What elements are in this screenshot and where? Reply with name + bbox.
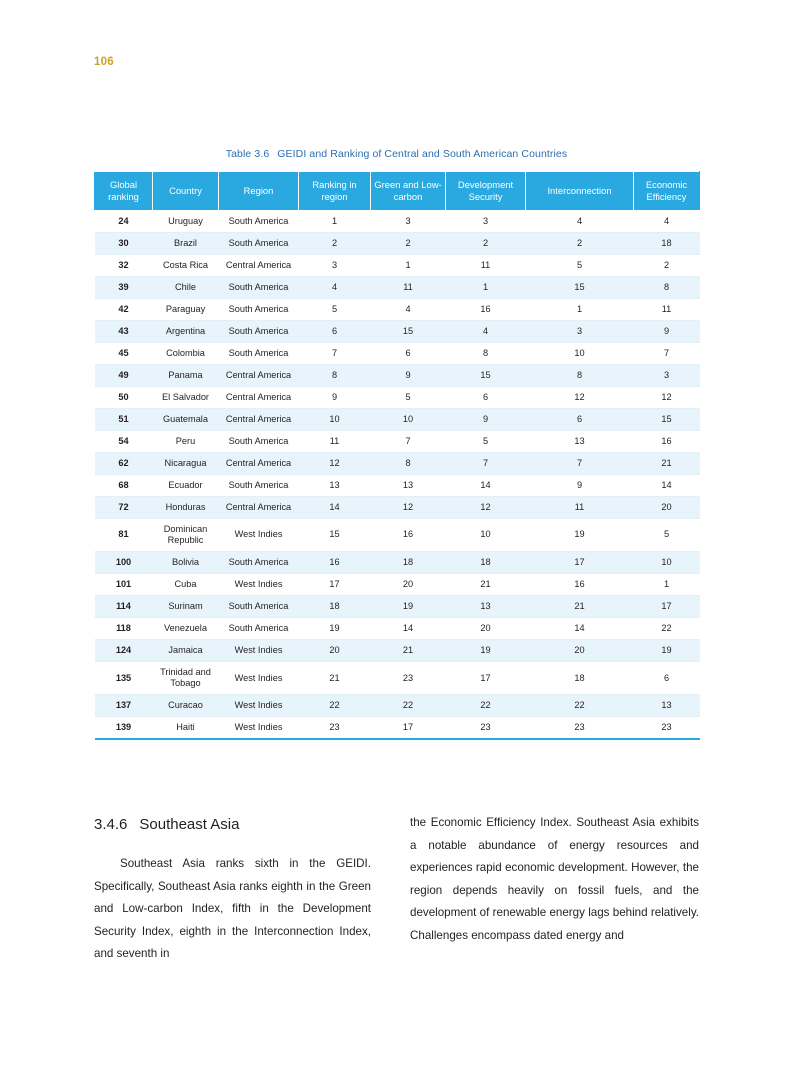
cell-global-ranking: 54	[95, 430, 153, 452]
cell-region: Central America	[219, 408, 299, 430]
table-row	[95, 342, 700, 364]
cell-global-ranking: 139	[95, 717, 153, 740]
cell-interconnection: 17	[526, 552, 634, 574]
cell-global-ranking: 81	[95, 518, 153, 551]
cell-green-low-carbon: 21	[371, 640, 446, 662]
cell-interconnection: 21	[526, 596, 634, 618]
cell-economic-efficiency: 18	[634, 232, 700, 254]
cell-ranking-in-region: 23	[299, 717, 371, 740]
cell-interconnection: 12	[526, 386, 634, 408]
cell-ranking-in-region: 3	[299, 254, 371, 276]
cell-interconnection: 14	[526, 618, 634, 640]
cell-green-low-carbon: 20	[371, 574, 446, 596]
cell-economic-efficiency: 9	[634, 320, 700, 342]
cell-country: Guatemala	[153, 408, 219, 430]
cell-region: Central America	[219, 452, 299, 474]
cell-green-low-carbon: 14	[371, 618, 446, 640]
cell-development-security: 11	[446, 254, 526, 276]
cell-development-security: 9	[446, 408, 526, 430]
cell-development-security: 23	[446, 717, 526, 740]
cell-global-ranking: 32	[95, 254, 153, 276]
cell-global-ranking: 50	[95, 386, 153, 408]
cell-ranking-in-region: 18	[299, 596, 371, 618]
cell-ranking-in-region: 6	[299, 320, 371, 342]
cell-green-low-carbon: 1	[371, 254, 446, 276]
cell-interconnection: 6	[526, 408, 634, 430]
column-header-ranking-in-region: Ranking in region	[299, 172, 371, 211]
table-row	[95, 408, 700, 430]
cell-development-security: 8	[446, 342, 526, 364]
cell-country: Argentina	[153, 320, 219, 342]
cell-development-security: 13	[446, 596, 526, 618]
table-caption-label: Table 3.6	[225, 148, 270, 160]
cell-economic-efficiency: 15	[634, 408, 700, 430]
cell-region: West Indies	[219, 717, 299, 740]
table-row	[95, 552, 700, 574]
cell-economic-efficiency: 2	[634, 254, 700, 276]
cell-region: Central America	[219, 364, 299, 386]
cell-region: South America	[219, 320, 299, 342]
cell-development-security: 6	[446, 386, 526, 408]
body-column-right	[410, 812, 699, 948]
cell-economic-efficiency: 5	[634, 518, 700, 551]
cell-economic-efficiency: 7	[634, 342, 700, 364]
cell-green-low-carbon: 3	[371, 210, 446, 232]
cell-interconnection: 2	[526, 232, 634, 254]
cell-ranking-in-region: 16	[299, 552, 371, 574]
cell-development-security: 21	[446, 574, 526, 596]
cell-region: South America	[219, 474, 299, 496]
cell-economic-efficiency: 12	[634, 386, 700, 408]
cell-green-low-carbon: 12	[371, 496, 446, 518]
cell-green-low-carbon: 6	[371, 342, 446, 364]
cell-interconnection: 8	[526, 364, 634, 386]
cell-development-security: 10	[446, 518, 526, 551]
paragraph-left: Southeast Asia ranks sixth in the GEIDI. Specifically, Southeast Asia ranks eighth in the Green and Low-carbon Index, fifth in the Development Security Index, eighth in the Interconnection Index, and seventh in	[94, 857, 371, 961]
table-row	[95, 662, 700, 695]
cell-region: South America	[219, 342, 299, 364]
cell-ranking-in-region: 10	[299, 408, 371, 430]
cell-region: Central America	[219, 386, 299, 408]
cell-region: South America	[219, 618, 299, 640]
cell-green-low-carbon: 5	[371, 386, 446, 408]
cell-green-low-carbon: 7	[371, 430, 446, 452]
cell-global-ranking: 137	[95, 695, 153, 717]
cell-interconnection: 15	[526, 276, 634, 298]
cell-country: Paraguay	[153, 298, 219, 320]
cell-region: West Indies	[219, 574, 299, 596]
cell-interconnection: 18	[526, 662, 634, 695]
cell-economic-efficiency: 21	[634, 452, 700, 474]
cell-green-low-carbon: 16	[371, 518, 446, 551]
cell-economic-efficiency: 8	[634, 276, 700, 298]
cell-development-security: 2	[446, 232, 526, 254]
table-caption-text: GEIDI and Ranking of Central and South American Countries	[277, 148, 568, 160]
cell-ranking-in-region: 14	[299, 496, 371, 518]
cell-global-ranking: 30	[95, 232, 153, 254]
cell-global-ranking: 62	[95, 452, 153, 474]
cell-region: West Indies	[219, 518, 299, 551]
cell-green-low-carbon: 11	[371, 276, 446, 298]
table-header-row	[95, 172, 700, 211]
section-heading	[94, 816, 239, 833]
column-header-green-low-carbon: Green and Low-carbon	[371, 172, 446, 211]
cell-region: West Indies	[219, 662, 299, 695]
geidi-ranking-table	[94, 171, 700, 740]
cell-global-ranking: 24	[95, 210, 153, 232]
cell-country: Dominican Republic	[153, 518, 219, 551]
cell-global-ranking: 118	[95, 618, 153, 640]
cell-green-low-carbon: 22	[371, 695, 446, 717]
cell-ranking-in-region: 5	[299, 298, 371, 320]
table-row	[95, 386, 700, 408]
cell-economic-efficiency: 16	[634, 430, 700, 452]
cell-green-low-carbon: 2	[371, 232, 446, 254]
cell-development-security: 5	[446, 430, 526, 452]
cell-country: Brazil	[153, 232, 219, 254]
cell-interconnection: 9	[526, 474, 634, 496]
cell-interconnection: 22	[526, 695, 634, 717]
cell-country: Peru	[153, 430, 219, 452]
cell-green-low-carbon: 9	[371, 364, 446, 386]
table-row	[95, 232, 700, 254]
cell-region: West Indies	[219, 640, 299, 662]
column-header-region: Region	[219, 172, 299, 211]
cell-interconnection: 20	[526, 640, 634, 662]
cell-green-low-carbon: 23	[371, 662, 446, 695]
table-row	[95, 717, 700, 740]
cell-region: South America	[219, 232, 299, 254]
cell-economic-efficiency: 23	[634, 717, 700, 740]
table-row	[95, 298, 700, 320]
cell-development-security: 17	[446, 662, 526, 695]
section-number: 3.4.6	[94, 816, 128, 833]
cell-economic-efficiency: 13	[634, 695, 700, 717]
cell-economic-efficiency: 22	[634, 618, 700, 640]
table-row	[95, 320, 700, 342]
column-header-development-security: Development Security	[446, 172, 526, 211]
cell-ranking-in-region: 13	[299, 474, 371, 496]
cell-development-security: 20	[446, 618, 526, 640]
table-row	[95, 574, 700, 596]
cell-country: Bolivia	[153, 552, 219, 574]
column-header-global-ranking: Global ranking	[95, 172, 153, 211]
table-body	[95, 210, 700, 739]
cell-development-security: 7	[446, 452, 526, 474]
cell-development-security: 4	[446, 320, 526, 342]
cell-country: Jamaica	[153, 640, 219, 662]
cell-global-ranking: 135	[95, 662, 153, 695]
cell-green-low-carbon: 18	[371, 552, 446, 574]
table-header	[95, 172, 700, 211]
cell-development-security: 15	[446, 364, 526, 386]
cell-country: Ecuador	[153, 474, 219, 496]
column-header-country: Country	[153, 172, 219, 211]
cell-economic-efficiency: 14	[634, 474, 700, 496]
cell-economic-efficiency: 19	[634, 640, 700, 662]
cell-green-low-carbon: 13	[371, 474, 446, 496]
cell-country: Venezuela	[153, 618, 219, 640]
cell-economic-efficiency: 1	[634, 574, 700, 596]
cell-ranking-in-region: 21	[299, 662, 371, 695]
cell-development-security: 19	[446, 640, 526, 662]
table-row	[95, 210, 700, 232]
cell-green-low-carbon: 17	[371, 717, 446, 740]
cell-development-security: 14	[446, 474, 526, 496]
cell-ranking-in-region: 9	[299, 386, 371, 408]
cell-global-ranking: 114	[95, 596, 153, 618]
cell-interconnection: 16	[526, 574, 634, 596]
cell-global-ranking: 101	[95, 574, 153, 596]
cell-region: South America	[219, 298, 299, 320]
cell-interconnection: 5	[526, 254, 634, 276]
cell-development-security: 3	[446, 210, 526, 232]
cell-country: Surinam	[153, 596, 219, 618]
cell-country: Curacao	[153, 695, 219, 717]
table-row	[95, 640, 700, 662]
cell-green-low-carbon: 4	[371, 298, 446, 320]
cell-interconnection: 4	[526, 210, 634, 232]
cell-economic-efficiency: 6	[634, 662, 700, 695]
table-row	[95, 254, 700, 276]
cell-country: Haiti	[153, 717, 219, 740]
cell-interconnection: 1	[526, 298, 634, 320]
cell-global-ranking: 43	[95, 320, 153, 342]
cell-global-ranking: 100	[95, 552, 153, 574]
cell-green-low-carbon: 8	[371, 452, 446, 474]
cell-country: Panama	[153, 364, 219, 386]
cell-ranking-in-region: 7	[299, 342, 371, 364]
cell-ranking-in-region: 17	[299, 574, 371, 596]
cell-ranking-in-region: 20	[299, 640, 371, 662]
cell-region: South America	[219, 596, 299, 618]
cell-economic-efficiency: 17	[634, 596, 700, 618]
cell-ranking-in-region: 11	[299, 430, 371, 452]
cell-green-low-carbon: 15	[371, 320, 446, 342]
cell-global-ranking: 45	[95, 342, 153, 364]
table-row	[95, 364, 700, 386]
cell-region: West Indies	[219, 695, 299, 717]
cell-ranking-in-region: 19	[299, 618, 371, 640]
cell-economic-efficiency: 20	[634, 496, 700, 518]
cell-economic-efficiency: 11	[634, 298, 700, 320]
cell-country: Trinidad and Tobago	[153, 662, 219, 695]
cell-ranking-in-region: 12	[299, 452, 371, 474]
cell-interconnection: 23	[526, 717, 634, 740]
cell-interconnection: 7	[526, 452, 634, 474]
table-row	[95, 276, 700, 298]
cell-country: Honduras	[153, 496, 219, 518]
cell-country: Cuba	[153, 574, 219, 596]
page-number: 106	[94, 56, 114, 68]
cell-region: South America	[219, 552, 299, 574]
cell-interconnection: 3	[526, 320, 634, 342]
cell-region: South America	[219, 210, 299, 232]
table-caption	[94, 148, 699, 160]
cell-country: El Salvador	[153, 386, 219, 408]
cell-economic-efficiency: 3	[634, 364, 700, 386]
table-row	[95, 452, 700, 474]
cell-development-security: 16	[446, 298, 526, 320]
cell-development-security: 18	[446, 552, 526, 574]
body-column-left	[94, 853, 371, 966]
cell-ranking-in-region: 4	[299, 276, 371, 298]
cell-region: Central America	[219, 496, 299, 518]
cell-development-security: 12	[446, 496, 526, 518]
cell-country: Costa Rica	[153, 254, 219, 276]
cell-interconnection: 11	[526, 496, 634, 518]
cell-global-ranking: 39	[95, 276, 153, 298]
cell-country: Colombia	[153, 342, 219, 364]
cell-interconnection: 10	[526, 342, 634, 364]
cell-ranking-in-region: 2	[299, 232, 371, 254]
cell-global-ranking: 51	[95, 408, 153, 430]
table-row	[95, 695, 700, 717]
paragraph-right: the Economic Efficiency Index. Southeast Asia exhibits a notable abundance of energy resources and experiences rapid economic development. However, the region depends heavily on fossil fuels, and the development of renewable energy lags behind relatively. Challenges encompass dated energy and	[410, 816, 699, 942]
cell-global-ranking: 42	[95, 298, 153, 320]
table-row	[95, 618, 700, 640]
cell-ranking-in-region: 15	[299, 518, 371, 551]
table-row	[95, 474, 700, 496]
column-header-economic-efficiency: Economic Efficiency	[634, 172, 700, 211]
table-row	[95, 496, 700, 518]
cell-region: South America	[219, 276, 299, 298]
cell-green-low-carbon: 19	[371, 596, 446, 618]
cell-economic-efficiency: 10	[634, 552, 700, 574]
column-header-interconnection: Interconnection	[526, 172, 634, 211]
cell-country: Uruguay	[153, 210, 219, 232]
cell-ranking-in-region: 22	[299, 695, 371, 717]
cell-region: Central America	[219, 254, 299, 276]
cell-interconnection: 13	[526, 430, 634, 452]
section-title: Southeast Asia	[139, 816, 240, 833]
cell-global-ranking: 68	[95, 474, 153, 496]
cell-region: South America	[219, 430, 299, 452]
cell-country: Nicaragua	[153, 452, 219, 474]
cell-ranking-in-region: 1	[299, 210, 371, 232]
cell-interconnection: 19	[526, 518, 634, 551]
cell-global-ranking: 124	[95, 640, 153, 662]
table-row	[95, 430, 700, 452]
table-row	[95, 596, 700, 618]
cell-country: Chile	[153, 276, 219, 298]
cell-global-ranking: 49	[95, 364, 153, 386]
cell-ranking-in-region: 8	[299, 364, 371, 386]
cell-economic-efficiency: 4	[634, 210, 700, 232]
cell-global-ranking: 72	[95, 496, 153, 518]
cell-green-low-carbon: 10	[371, 408, 446, 430]
cell-development-security: 22	[446, 695, 526, 717]
cell-development-security: 1	[446, 276, 526, 298]
table-row	[95, 518, 700, 551]
